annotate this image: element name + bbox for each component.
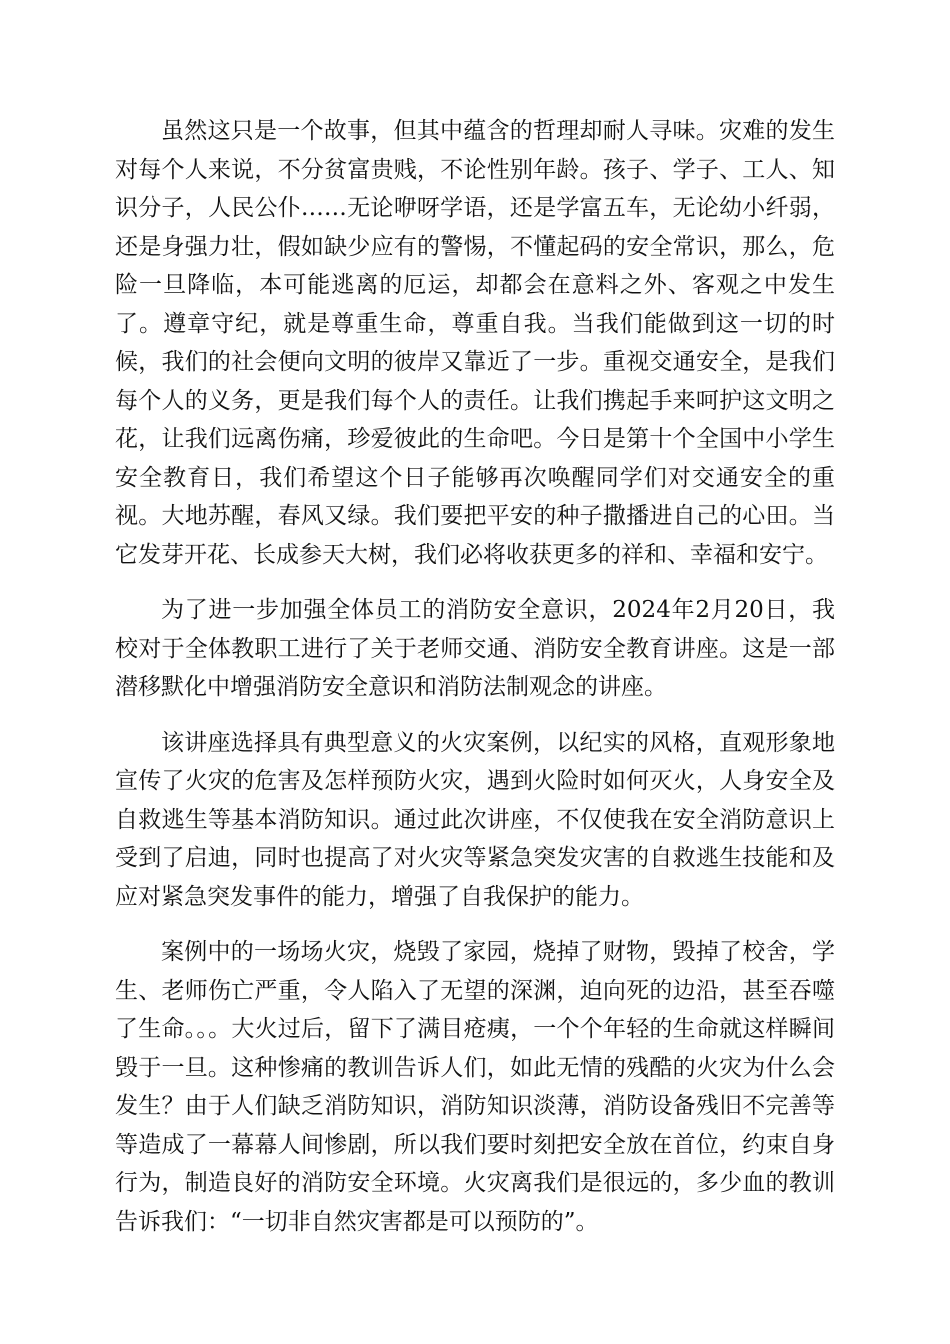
paragraph-lecture-intro: 为了进一步加强全体员工的消防安全意识，2024年2月20日，我校对于全体教职工进行了关于老师交通、消防安全教育讲座。这是一部潜移默化中增强消防安全意识和消防法制观念的讲座。 bbox=[115, 597, 835, 700]
paragraph-lecture-content: 该讲座选择具有典型意义的火灾案例，以纪实的风格，直观形象地宣传了火灾的危害及怎样预防火灾，遇到火险时如何灭火，人身安全及自救逃生等基本消防知识。通过此次讲座，不仅使我在安全消防意识上受到了启迪，同时也提高了对火灾等紧急突发灾害的自救逃生技能和及应对紧急突发事件的能力，增强了自我保护的能力。 bbox=[115, 729, 835, 910]
document-page bbox=[115, 112, 835, 1258]
paragraph-story-reflection: 虽然这只是一个故事，但其中蕴含的哲理却耐人寻味。灾难的发生对每个人来说，不分贫富贵贱，不论性别年龄。孩子、学子、工人、知识分子，人民公仆……无论咿呀学语，还是学富五车，无论幼小纤弱，还是身强力壮，假如缺少应有的警惕，不懂起码的安全常识，那么，危险一旦降临，本可能逃离的厄运，却都会在意料之外、客观之中发生了。遵章守纪，就是尊重生命，尊重自我。当我们能做到这一切的时候，我们的社会便向文明的彼岸又靠近了一步。重视交通安全，是我们每个人的义务，更是我们每个人的责任。让我们携起手来呵护这文明之花，让我们远离伤痛，珍爱彼此的生命吧。今日是第十个全国中小学生安全教育日，我们希望这个日子能够再次唤醒同学们对交通安全的重视。大地苏醒，春风又绿。我们要把平安的种子撒播进自己的心田。当它发芽开花、长成参天大树，我们必将收获更多的祥和、幸福和安宁。 bbox=[115, 118, 835, 568]
paragraph-fire-cases: 案例中的一场场火灾，烧毁了家园，烧掉了财物，毁掉了校舍，学生、老师伤亡严重，令人陷入了无望的深渊，迫向死的边沿，甚至吞噬了生命。。。大火过后，留下了满目疮痍，一个个年轻的生命就这样瞬间毁于一旦。这种惨痛的教训告诉人们，如此无情的残酷的火灾为什么会发生？由于人们缺乏消防知识，消防知识淡薄，消防设备残旧不完善等等造成了一幕幕人间惨剧，所以我们要时刻把安全放在首位，约束自身行为，制造良好的消防安全环境。火灾离我们是很远的，多少血的教训告诉我们：“一切非自然灾害都是可以预防的”。 bbox=[115, 939, 835, 1235]
